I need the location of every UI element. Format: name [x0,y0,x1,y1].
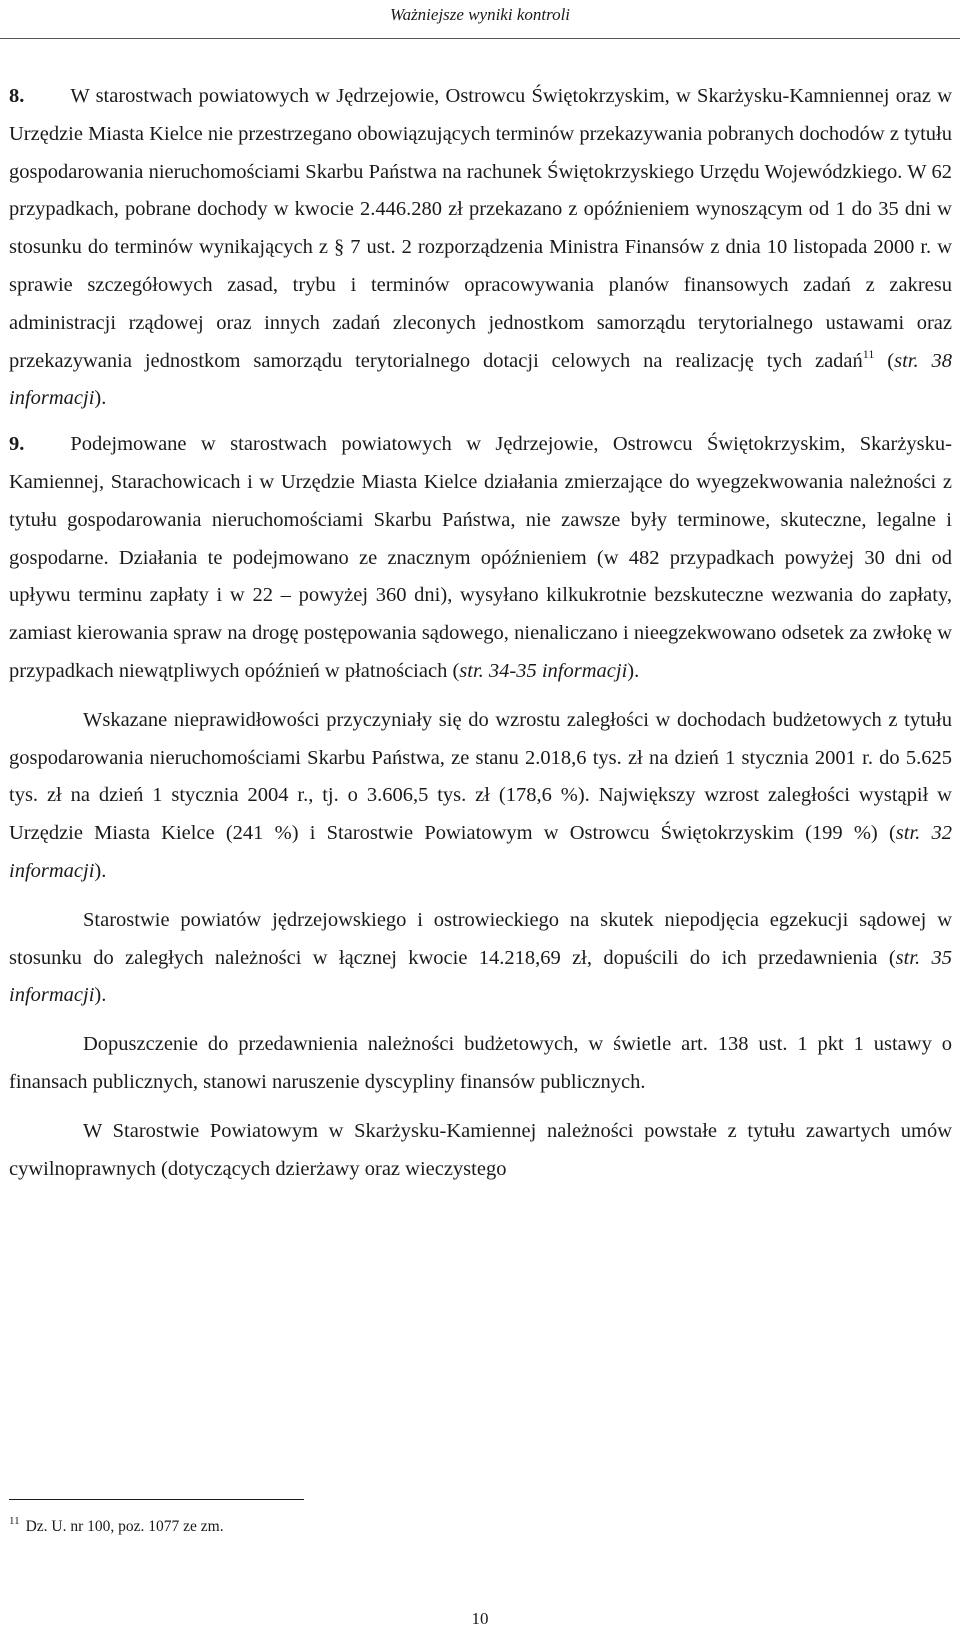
report-reference: str. 38 informacji [9,349,953,410]
paren-close: ). [627,659,640,682]
paragraph-skarzysko [9,1113,952,1189]
footnote-reference[interactable]: 11 [862,346,875,361]
paragraph-number: 8. [9,85,25,107]
paren-close: ). [94,859,107,882]
running-header: Ważniejsze wyniki kontroli [389,5,571,24]
footnote-text: Dz. U. nr 100, poz. 1077 ze zm. [25,1518,224,1535]
paragraph-text: W Starostwie Powiatowym w Skarżysku-Kamiennej należności powstałe z tytułu zawartych umów cywilnoprawnych (dotyczących dzierżawy oraz wieczystego [9,1119,952,1180]
paragraph-9 [9,426,952,691]
paragraph-text: Dopuszczenie do przedawnienia należności budżetowych, w świetle art. 138 ust. 1 pkt 1 ustawy o finansach publicznych, stanowi naruszenie dyscypliny finansów publicznych. [9,1033,952,1093]
paragraph-text: Wskazane nieprawidłowości przyczyniały się do wzrostu zaległości w dochodach budżetowych z tytułu gospodarowania nieruchomościami Skarbu Państwa, ze stanu 2.018,6 tys. zł na dzień 1 stycznia 2001 r. do 5.625 tys. zł na dzień 1 stycznia 2004 r., tj. o 3.606,5 tys. zł (178,6 %). Największy wzrost zaległości wystąpił w Urzędzie Miasta Kielce (241 %) i Starostwie Powiatowym w Ostrowcu Świętokrzyskim (199 %) ( [9,708,952,845]
footnote-divider [9,1499,304,1500]
paren-open: ( [874,349,895,372]
report-reference: str. 34-35 informacji [459,659,628,682]
footnote [9,1516,609,1538]
page-number: 10 [471,1609,489,1628]
paragraph-8 [9,78,952,418]
paren-close: ). [94,387,107,410]
paren-close: ). [94,984,107,1007]
footnote-number: 11 [9,1515,20,1527]
paragraph-number: 9. [9,433,25,456]
report-reference: str. 32 informacji [9,822,952,882]
paragraph-findings [9,702,952,891]
paragraph-discipline [9,1026,952,1102]
paragraph-text: W starostwach powiatowych w Jędrzejowie, Ostrowcu Świętokrzyskim, w Skarżysku-Kamniennej oraz w Urzędzie Miasta Kielce nie przestrzegano obowiązujących terminów przekazywania pobranych dochodów z tytułu gospodarowania nieruchomościami Skarbu Państwa na rachunek Świętokrzyskiego Urzędu Wojewódzkiego. W 62 przypadkach, pobrane dochody w kwocie 2.446.280 zł przekazano z opóźnieniem wynoszącym od 1 do 35 dni w stosunku do terminów wynikających z § 7 ust. 2 rozporządzenia Ministra Finansów z dnia 10 listopada 2000 r. w sprawie szczegółowych zasad, trybu i terminów opracowywania planów finansowych zadań z zakresu administracji rządowej oraz innych zadań zleconych jednostkom samorządu terytorialnego ustawami oraz przekazywania jednostkom samorządu terytorialnego dotacji celowych na realizację tych zadań [9,85,952,372]
document-body [9,78,952,1188]
header-divider [0,38,960,39]
paragraph-text: Podejmowane w starostwach powiatowych w Jędrzejowie, Ostrowcu Świętokrzyskim, Skarżysku-Kamiennej, Starachowicach i w Urzędzie Miasta Kielce działania zmierzające do wyegzekwowania należności z tytułu gospodarowania nieruchomościami Skarbu Państwa, nie zawsze były terminowe, skuteczne, legalne i gospodarne. Działania te podejmowano ze znacznym opóźnieniem (w 482 przypadkach powyżej 30 dni od upływu terminu zapłaty i w 22 – powyżej 360 dni), wysyłano kilkukrotnie bezskuteczne wezwania do zapłaty, zamiast kierowania spraw na drogę postępowania sądowego, nienaliczano i nieegzekwowano odsetek za zwłokę w przypadkach niewątpliwych opóźnień w płatnościach ( [9,433,952,682]
paragraph-text: Starostwie powiatów jędrzejowskiego i ostrowieckiego na skutek niepodjęcia egzekucji sądowej w stosunku do zaległych należności w łącznej kwocie 14.218,69 zł, dopuścili do ich przedawnienia ( [9,908,952,969]
report-reference: str. 35 informacji [9,946,952,1007]
paragraph-limitation [9,902,952,1015]
